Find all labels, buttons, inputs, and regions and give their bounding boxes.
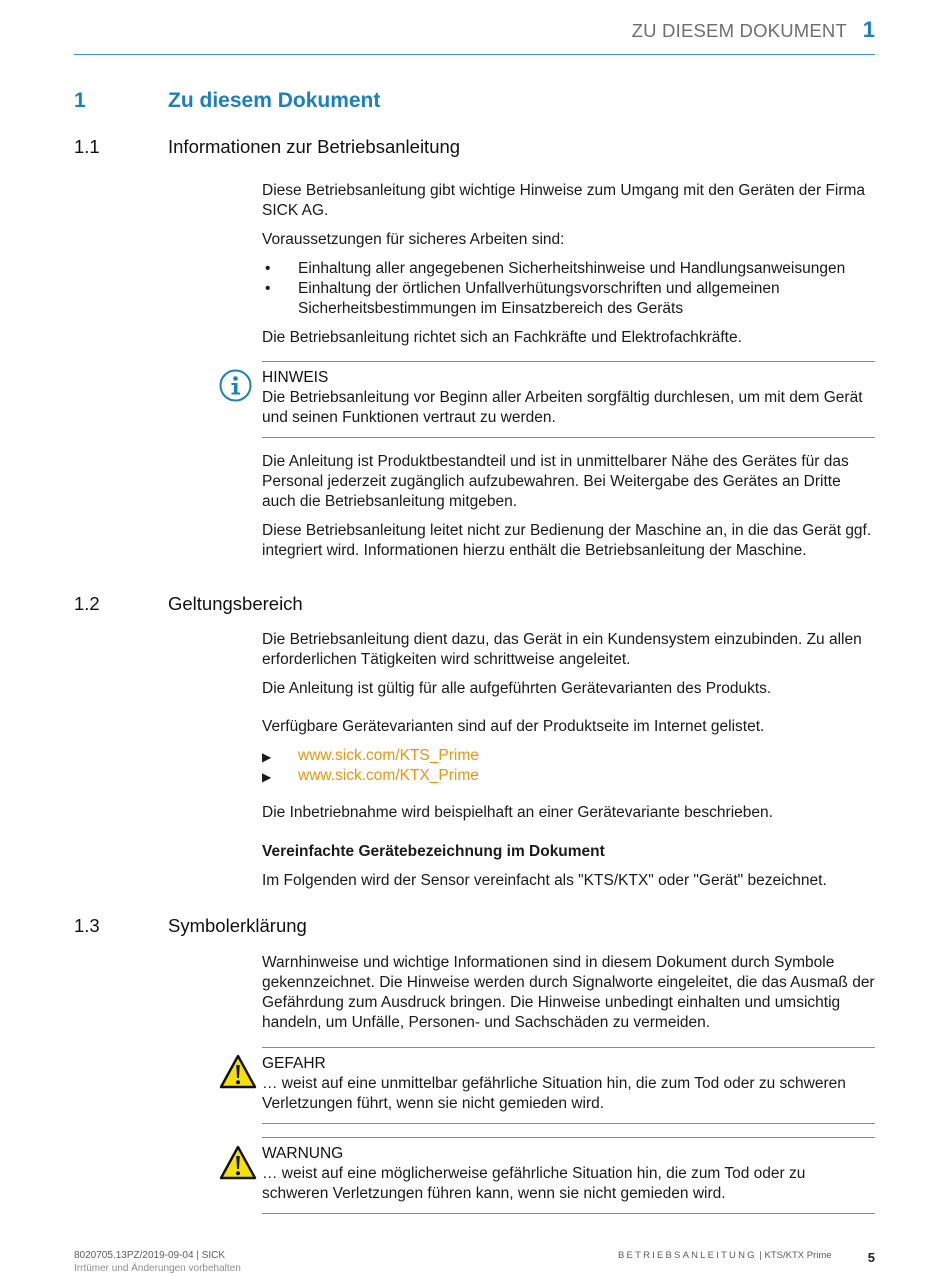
list-item: [262, 766, 876, 786]
footer-separator: |: [756, 1250, 765, 1261]
footer-disclaimer: Irrtümer und Änderungen vorbehalten: [74, 1263, 241, 1274]
subheading: Vereinfachte Gerätebezeichnung im Dokument: [262, 843, 605, 860]
paragraph: Voraussetzungen für sicheres Arbeiten sind:: [262, 231, 565, 248]
warning-box: [262, 1137, 875, 1214]
warning-label: WARNUNG: [262, 1145, 344, 1162]
section-number: 1.3: [74, 915, 100, 936]
section-title: Informationen zur Betriebsanleitung: [168, 136, 461, 157]
paragraph: Warnhinweise und wichtige Informationen sind in diesem Dokument durch Symbole gekennzeichnet. Die Hinweise werden durch Signalworte eingeleitet, die das Ausmaß der Gefährdung zum Ausdruck bringen. Die Hinweise unbedingt einhalten und umsichtig handeln, um Unfälle, Personen- und Sachschäden zu vermeiden.: [262, 954, 875, 1031]
running-header-number: 1: [862, 17, 875, 42]
info-icon: [219, 369, 252, 402]
list-item: [262, 746, 876, 766]
warning-text: … weist auf eine möglicherweise gefährliche Situation hin, die zum Tod oder zu schweren Verletzungen führen kann, wenn sie nicht gemieden wird.: [262, 1165, 806, 1202]
danger-label: GEFAHR: [262, 1055, 326, 1072]
section-number: 1.2: [74, 593, 100, 614]
note-label: HINWEIS: [262, 369, 329, 386]
product-link-ktx[interactable]: www.sick.com/KTX_Prime: [298, 767, 479, 784]
bullet-list: [262, 259, 876, 319]
warning-triangle-icon: [219, 1054, 257, 1089]
product-link-kts[interactable]: www.sick.com/KTS_Prime: [298, 747, 479, 764]
section-number: 1.1: [74, 136, 100, 157]
warning-triangle-icon: [219, 1145, 257, 1180]
footer-left: [74, 1249, 241, 1275]
danger-text: … weist auf eine unmittelbar gefährliche Situation hin, die zum Tod oder zu schweren Verletzungen führt, wenn sie nicht gemieden wird.: [262, 1075, 846, 1112]
link-list: [262, 746, 876, 786]
paragraph: Die Betriebsanleitung richtet sich an Fachkräfte und Elektrofachkräfte.: [262, 329, 742, 346]
footer-doc-info: [618, 1250, 832, 1261]
section-body: [262, 452, 876, 570]
paragraph: Diese Betriebsanleitung leitet nicht zur Bedienung der Maschine an, in die das Gerät ggf. integriert wird. Informationen hierzu enthält die Betriebsanleitung der Maschine.: [262, 522, 872, 559]
section-body: [262, 181, 876, 357]
note-box: [262, 361, 875, 438]
paragraph: Die Betriebsanleitung dient dazu, das Gerät in ein Kundensystem einzubinden. Zu allen erforderlichen Tätigkeiten wird schrittweise angeleitet.: [262, 631, 862, 668]
chapter-number: 1: [74, 89, 86, 112]
section-body: [262, 842, 876, 900]
paragraph: Im Folgenden wird der Sensor vereinfacht als "KTS/KTX" oder "Gerät" bezeichnet.: [262, 872, 827, 889]
paragraph: Die Inbetriebnahme wird beispielhaft an einer Gerätevariante beschrieben.: [262, 804, 773, 821]
page-number: 5: [867, 1250, 875, 1265]
running-header: [74, 18, 875, 55]
section-body: [262, 630, 876, 708]
footer-doc-id: 8020705.13PZ/2019-09-04 | SICK: [74, 1250, 226, 1261]
paragraph: Die Anleitung ist Produktbestandteil und ist in unmittelbarer Nähe des Gerätes für das Personal jederzeit zugänglich aufzubewahren. Bei Weitergabe des Gerätes an Dritte auch die Betriebsanleitung mitgeben.: [262, 453, 849, 510]
section-body: [262, 803, 876, 832]
footer-product: KTS/KTX Prime: [764, 1250, 832, 1261]
chapter-title: Zu diesem Dokument: [168, 89, 381, 112]
list-item: • Einhaltung aller angegebenen Sicherheitshinweise und Handlungsanweisungen: [262, 259, 876, 279]
section-title: Symbolerklärung: [168, 915, 307, 936]
section-body: [262, 717, 876, 795]
paragraph: Diese Betriebsanleitung gibt wichtige Hinweise zum Umgang mit den Geräten der Firma SICK AG.: [262, 182, 866, 219]
footer-doc-type: BETRIEBSANLEITUNG: [618, 1250, 757, 1261]
section-body: [262, 953, 876, 1042]
section-title: Geltungsbereich: [168, 593, 303, 614]
danger-box: [262, 1047, 875, 1124]
note-text: Die Betriebsanleitung vor Beginn aller Arbeiten sorgfältig durchlesen, um mit dem Gerät und seinen Funktionen vertraut zu werden.: [262, 389, 863, 426]
running-header-title: ZU DIESEM DOKUMENT: [631, 20, 847, 41]
paragraph: Verfügbare Gerätevarianten sind auf der Produktseite im Internet gelistet.: [262, 718, 765, 735]
list-item: • Einhaltung der örtlichen Unfallverhütungsvorschriften und allgemeinen Sicherheitsbestimmungen im Einsatzbereich des Geräts: [262, 279, 876, 319]
paragraph: Die Anleitung ist gültig für alle aufgeführten Gerätevarianten des Produkts.: [262, 680, 772, 697]
